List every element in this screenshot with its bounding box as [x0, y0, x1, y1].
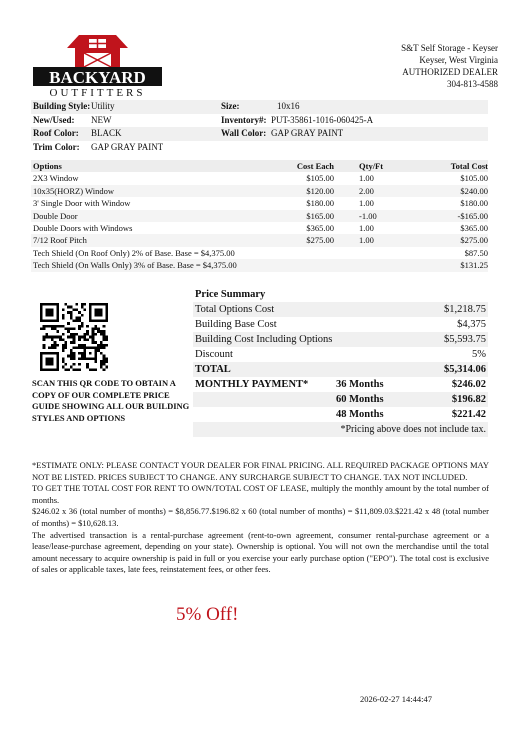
size-label: Size: [221, 101, 240, 111]
option-total: $105.00 [460, 173, 488, 184]
base-cost-label: Building Base Cost [195, 319, 277, 330]
dealer-status: AUTHORIZED DEALER [402, 67, 498, 77]
logo-subwordmark: OUTFITTERS [49, 87, 146, 98]
tax-note: *Pricing above does not include tax. [340, 424, 486, 435]
summary-row [193, 392, 488, 407]
term-60-value: $196.82 [451, 394, 486, 405]
summary-row [193, 332, 488, 347]
disclaimer [32, 460, 489, 576]
total-options-label: Total Options Cost [195, 304, 275, 315]
building-info-row [31, 141, 488, 155]
term-48-label: 48 Months [336, 409, 384, 420]
term-36-value: $246.02 [451, 379, 486, 390]
rental-purchase-disclosure: The advertised transaction is a rental-purchase agreement (rent-to-own agreement, consumer rental-purchase agreement or a lease/lease-purchase agreement, depending on your state). Ownership is optional. You will not own the merchandise until the total amount necessary to acquire ownership is paid in full or you exercise your early purchase option ("EPO"). The total cost is exclusive of sales or applicable taxes, late fees, reinstatement fees, or other fees. [32, 529, 489, 575]
option-total: $180.00 [460, 198, 488, 209]
col-header-total: Total Cost [450, 161, 488, 171]
trim-color-label: Trim Color: [33, 141, 80, 152]
building-style-value: Utility [91, 101, 115, 111]
option-cost: $120.00 [306, 185, 334, 196]
option-total: -$165.00 [457, 210, 488, 221]
price-guide-qr-code [40, 303, 108, 371]
base-cost-value: $4,375 [457, 319, 486, 330]
dealer-name: S&T Self Storage - Keyser [401, 43, 498, 53]
option-qty: 1.00 [359, 222, 374, 233]
table-row [31, 234, 488, 246]
roof-color-value: BLACK [91, 128, 122, 138]
options-table [31, 160, 488, 272]
term-36-label: 36 Months [336, 379, 384, 390]
estimate-notice: *ESTIMATE ONLY: PLEASE CONTACT YOUR DEALER FOR FINAL PRICING. ALL REQUIRED PACKAGE OPTIONS MAY NOT BE LISTED. PRICES SUBJECT TO CHANGE. ANY SURCHARGE SUBJECT TO CHANGE. TAX NOT INCLUDED. [32, 460, 489, 482]
col-header-qty: Qty/Ft [359, 161, 384, 171]
table-row [31, 259, 488, 271]
dealer-phone: 304-813-4588 [447, 79, 498, 89]
option-qty: 1.00 [359, 198, 374, 209]
discount-label: Discount [195, 349, 233, 360]
inventory-value: PUT-35861-1016-060425-A [271, 114, 374, 125]
option-name: Tech Shield (On Walls Only) 3% of Base. Base = $4,375.00 [33, 260, 237, 271]
option-total: $87.50 [464, 247, 488, 258]
col-header-cost-each: Cost Each [296, 161, 334, 171]
option-name: 10x35(HORZ) Window [33, 185, 114, 196]
table-row [31, 247, 488, 259]
dealer-location: Keyser, West Virginia [419, 55, 498, 65]
summary-row [193, 422, 488, 437]
option-name: 7/12 Roof Pitch [33, 235, 87, 246]
table-row [31, 185, 488, 197]
building-info-row [31, 100, 488, 114]
option-name: Double Doors with Windows [33, 222, 133, 233]
summary-row [193, 347, 488, 362]
option-cost: $165.00 [306, 210, 334, 221]
monthly-payment-label: MONTHLY PAYMENT* [195, 379, 309, 390]
building-style-label: Building Style: [33, 101, 91, 111]
option-qty: 2.00 [359, 185, 374, 196]
promo-text: 5% Off! [176, 604, 239, 625]
logo-wordmark: BACKYARD [49, 68, 146, 87]
option-total: $275.00 [460, 235, 488, 246]
size-value: 10x16 [277, 101, 300, 111]
option-qty: 1.00 [359, 173, 374, 184]
roof-color-label: Roof Color: [33, 128, 79, 138]
summary-row [193, 302, 488, 317]
backyard-outfitters-logo [31, 30, 164, 98]
option-total: $240.00 [460, 185, 488, 196]
wall-color-label: Wall Color: [221, 128, 267, 138]
qr-caption: SCAN THIS QR CODE TO OBTAIN A COPY OF OUR COMPLETE PRICE GUIDE SHOWING ALL OUR BUILDING STYLES AND OPTIONS [32, 378, 190, 423]
options-header-row [31, 160, 488, 172]
option-total: $365.00 [460, 222, 488, 233]
option-name: 3' Single Door with Window [33, 198, 131, 209]
new-used-value: NEW [91, 114, 112, 125]
building-info-row [31, 127, 488, 141]
option-name: 2X3 Window [33, 173, 79, 184]
total-cost-instruction: TO GET THE TOTAL COST FOR RENT TO OWN/TOTAL COST OF LEASE, multiply the monthly amount by the total number of months. [32, 483, 489, 505]
total-value: $5,314.06 [444, 364, 486, 375]
col-header-options: Options [33, 161, 62, 171]
option-cost: $105.00 [306, 173, 334, 184]
total-options-value: $1,218.75 [444, 304, 486, 315]
price-summary-title-row [193, 287, 488, 302]
trim-color-value: GAP GRAY PAINT [91, 141, 164, 152]
new-used-label: New/Used: [33, 114, 75, 125]
summary-row [193, 377, 488, 392]
option-cost: $180.00 [306, 198, 334, 209]
term-48-value: $221.42 [451, 409, 486, 420]
price-summary [193, 287, 488, 437]
table-row [31, 197, 488, 209]
option-qty: -1.00 [359, 210, 377, 221]
wall-color-value: GAP GRAY PAINT [271, 128, 344, 138]
discount-value: 5% [472, 349, 486, 360]
cost-incl-options-label: Building Cost Including Options [195, 334, 333, 345]
option-qty: 1.00 [359, 235, 374, 246]
cost-incl-options-value: $5,593.75 [444, 334, 486, 345]
total-label: TOTAL [195, 364, 231, 375]
option-name: Double Door [33, 210, 78, 221]
table-row [31, 222, 488, 234]
summary-row [193, 317, 488, 332]
option-cost: $275.00 [306, 235, 334, 246]
price-summary-title: Price Summary [195, 289, 266, 300]
total-cost-calculation: $246.02 x 36 (total number of months) = $8,856.77.$196.82 x 60 (total number of months) = $11,809.03.$221.42 x 48 (total number of months) = $10,628.13. [32, 506, 489, 528]
building-info-table [31, 100, 488, 154]
option-total: $131.25 [460, 260, 488, 271]
inventory-label: Inventory#: [221, 114, 267, 125]
option-cost: $365.00 [306, 222, 334, 233]
table-row [31, 210, 488, 222]
summary-row [193, 362, 488, 377]
option-name: Tech Shield (On Roof Only) 2% of Base. Base = $4,375.00 [33, 247, 235, 258]
timestamp: 2026-02-27 14:44:47 [360, 694, 433, 704]
dealer-info [401, 42, 498, 90]
term-60-label: 60 Months [336, 394, 384, 405]
summary-row [193, 407, 488, 422]
table-row [31, 172, 488, 184]
building-info-row [31, 114, 488, 128]
